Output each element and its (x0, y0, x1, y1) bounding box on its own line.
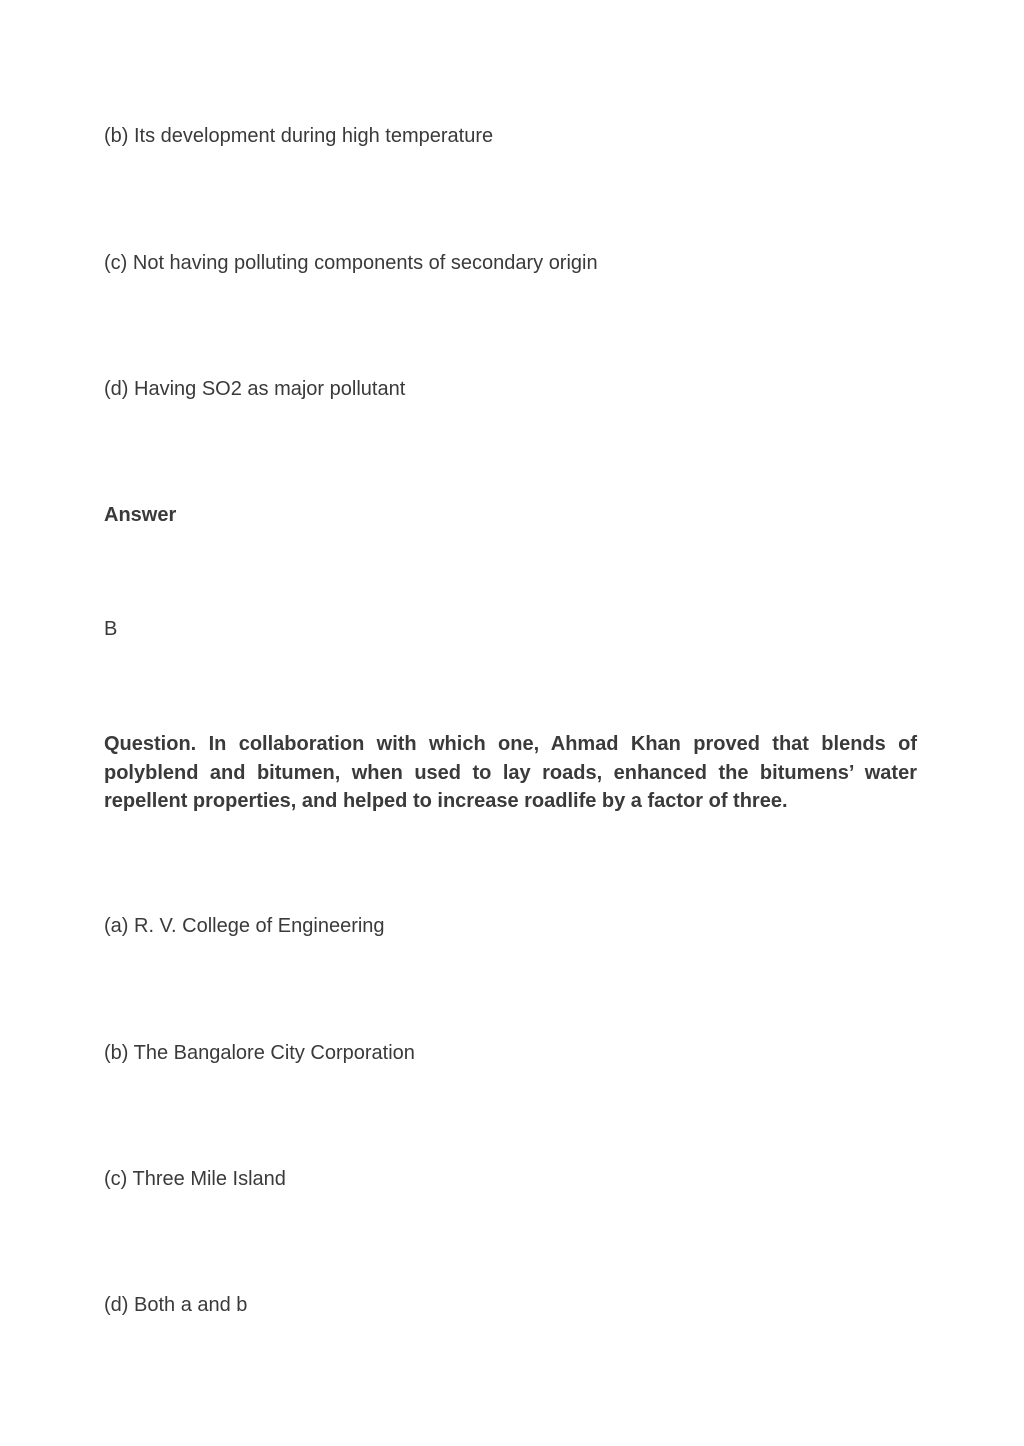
question-text: Question. In collaboration with which one, Ahmad Khan proved that blends of polyblend and bitumen, when used to lay roads, enhanced the bitumens’ water repellent properties, and helped to increase roadlife by a factor of three. (104, 733, 917, 812)
option-d: (d) Both a and b (104, 1294, 248, 1316)
option-c: (c) Not having polluting components of secondary origin (104, 252, 598, 274)
answer-value: B (104, 618, 118, 640)
answer-heading: Answer (104, 504, 177, 526)
option-a: (a) R. V. College of Engineering (104, 915, 385, 937)
option-c: (c) Three Mile Island (104, 1168, 286, 1190)
option-b: (b) The Bangalore City Corporation (104, 1042, 415, 1064)
option-b: (b) Its development during high temperature (104, 125, 494, 147)
option-d: (d) Having SO2 as major pollutant (104, 378, 406, 400)
